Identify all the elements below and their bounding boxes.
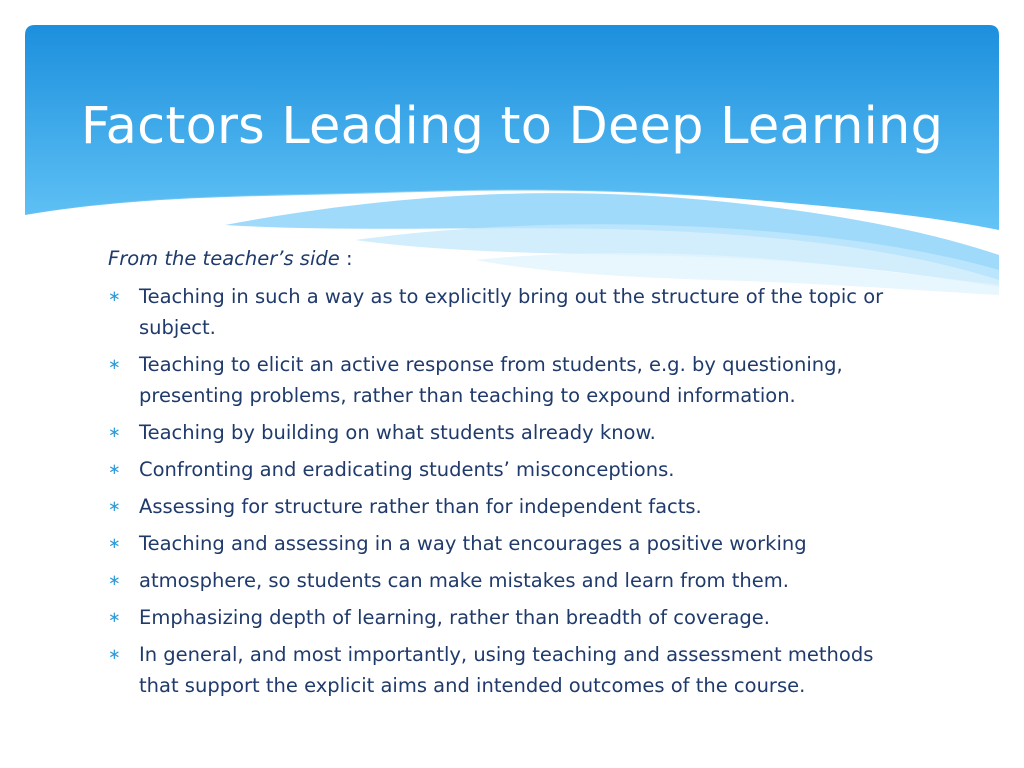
bullet-text: Emphasizing depth of learning, rather than breadth of coverage. [139,606,770,629]
asterisk-bullet-icon: ∗ [108,608,121,626]
bullet-text: Teaching to elicit an active response from students, e.g. by questioning, presenting problems, rather than teaching to expound information. [139,353,843,407]
slide-body [108,245,918,707]
slide-title: Factors Leading to Deep Learning [80,97,944,156]
bullet-text: In general, and most importantly, using teaching and assessment methods that support the explicit aims and intended outcomes of the course. [139,643,874,697]
asterisk-bullet-icon: ∗ [108,423,121,441]
list-item [108,565,918,596]
bullet-text: Assessing for structure rather than for independent facts. [139,495,702,518]
asterisk-bullet-icon: ∗ [108,497,121,515]
intro-colon: : [339,247,353,270]
list-item [108,417,918,448]
list-item [108,281,918,343]
asterisk-bullet-icon: ∗ [108,460,121,478]
list-item [108,528,918,559]
asterisk-bullet-icon: ∗ [108,645,121,663]
asterisk-bullet-icon: ∗ [108,355,121,373]
intro-label: From the teacher’s side [108,247,340,270]
asterisk-bullet-icon: ∗ [108,571,121,589]
list-item [108,639,918,701]
list-item [108,602,918,633]
bullet-text: Teaching in such a way as to explicitly bring out the structure of the topic or subject. [139,285,884,339]
list-item [108,491,918,522]
list-item [108,454,918,485]
bullet-text: Confronting and eradicating students’ misconceptions. [139,458,675,481]
bullet-text: Teaching by building on what students already know. [139,421,656,444]
bullet-text: Teaching and assessing in a way that encourages a positive working [139,532,807,555]
bullet-text: atmosphere, so students can make mistakes and learn from them. [139,569,789,592]
intro-line [108,245,918,273]
asterisk-bullet-icon: ∗ [108,287,121,305]
list-item [108,349,918,411]
asterisk-bullet-icon: ∗ [108,534,121,552]
bullet-list [108,281,918,701]
